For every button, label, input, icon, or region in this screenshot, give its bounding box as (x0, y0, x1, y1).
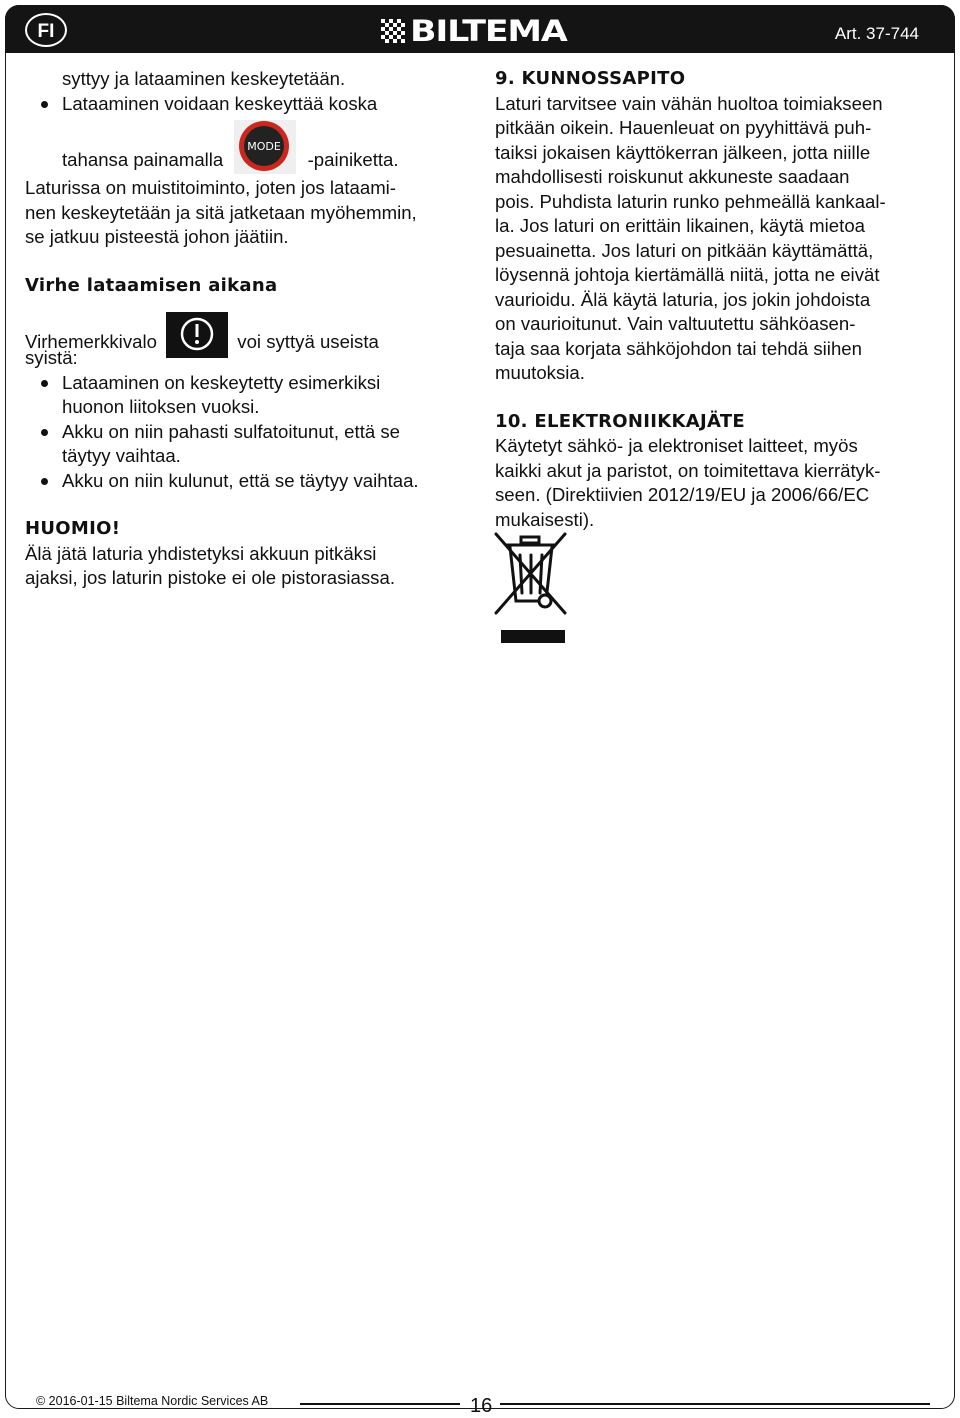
brand-logo (381, 14, 567, 48)
footer-divider (500, 1403, 930, 1405)
error-post-line2: syistä: (25, 347, 78, 368)
electronics-waste-text (495, 434, 940, 532)
text-line: löysennä johtoja kiertämällä niitä, jotta ne eivät (495, 264, 880, 285)
brand-name: BILTEMA (410, 14, 567, 48)
text-line: mukaisesti). (495, 508, 595, 530)
footer-divider (300, 1403, 460, 1405)
text-line: se jatkuu pisteestä johon jäätiin. (25, 226, 289, 247)
text-line: pois. Puhdista laturin runko pehmeällä kankaal- (495, 190, 886, 212)
maintenance-text (495, 92, 940, 386)
text-line: vaurioidu. Älä käytä laturia, jos jokin johdoista (495, 288, 871, 310)
article-number: Art. 37-744 (834, 24, 919, 43)
text-line: pesuainetta. Jos laturi on pitkään käyttämättä, (495, 239, 874, 261)
text-line: ajaksi, jos laturin pistoke ei ole pistorasiassa. (25, 567, 395, 588)
text-line: muutoksia. (495, 362, 585, 383)
list-item: Akku on niin pahasti sulfatoitunut, että se täytyy vaihtaa. (25, 420, 470, 469)
page-number: 16 (470, 1395, 493, 1417)
error-causes-list (25, 371, 470, 494)
text-line: on vaurioitunut. Vain valtuutettu sähköasen- (495, 313, 856, 334)
text-line: Käytetyt sähkö- ja elektroniset laitteet, myös (495, 435, 858, 456)
text-line: pitkään oikein. Hauenleuat on pyyhittävä puh- (495, 117, 872, 138)
error-heading: Virhe lataamisen aikana (25, 274, 278, 296)
text-line: Laturissa on muistitoiminto, joten jos lataami- (25, 177, 397, 198)
continued-text: syttyy ja lataaminen keskeytetään. (62, 68, 346, 89)
text-line: taiksi jokaisen käyttökerran jälkeen, jotta niille (495, 141, 871, 163)
text-line: taja saa korjata sähköjohdon tai tehdä siihen (495, 337, 862, 359)
electronics-waste-heading: 10. ELEKTRONIIKKAJÄTE (495, 410, 745, 432)
mode-instruction (25, 134, 470, 170)
mode-instruction-pre: tahansa painamalla (62, 148, 224, 170)
mode-label: MODE (247, 140, 282, 153)
language-badge: FI (25, 13, 67, 47)
left-column (25, 67, 470, 591)
crossed-bin-icon (493, 531, 573, 651)
page-header (5, 5, 955, 53)
error-indicator-icon (166, 312, 228, 358)
text-line: seen. (Direktiivien 2012/19/EU ja 2006/66/EC (495, 484, 870, 505)
right-column (495, 67, 940, 532)
text-line: mahdollisesti roiskunut akkuneste saadaan (495, 166, 850, 187)
copyright: © 2016-01-15 Biltema Nordic Services AB (36, 1394, 269, 1408)
memory-paragraph (25, 176, 470, 250)
text-line: la. Jos laturi on erittäin likainen, käytä mietoa (495, 215, 865, 236)
error-post: voi syttyä useista (237, 330, 379, 352)
note-heading: HUOMIO! (25, 518, 121, 539)
text-line: Älä jätä laturia yhdistetyksi akkuun pitkäksi (25, 542, 377, 564)
text-line: nen keskeytetään ja sitä jatketaan myöhemmin, (25, 201, 417, 223)
error-pre: Virhemerkkivalo (25, 330, 157, 352)
maintenance-heading: 9. KUNNOSSAPITO (495, 68, 686, 89)
mode-button-icon (234, 120, 296, 174)
mode-instruction-post: -painiketta. (307, 148, 399, 170)
error-light-sentence (25, 320, 470, 352)
text-line: kaikki akut ja paristot, on toimitettava kierrätyk- (495, 459, 881, 481)
list-item: Akku on niin kulunut, että se täytyy vaihtaa. (25, 469, 470, 494)
list-item: Lataaminen on keskeytetty esimerkiksi huonon liitoksen vuoksi. (25, 371, 470, 420)
checkered-flag-icon (381, 19, 407, 43)
list-item: Lataaminen voidaan keskeyttää koska (25, 92, 470, 117)
text-line: Laturi tarvitsee vain vähän huoltoa toimiakseen (495, 92, 883, 114)
